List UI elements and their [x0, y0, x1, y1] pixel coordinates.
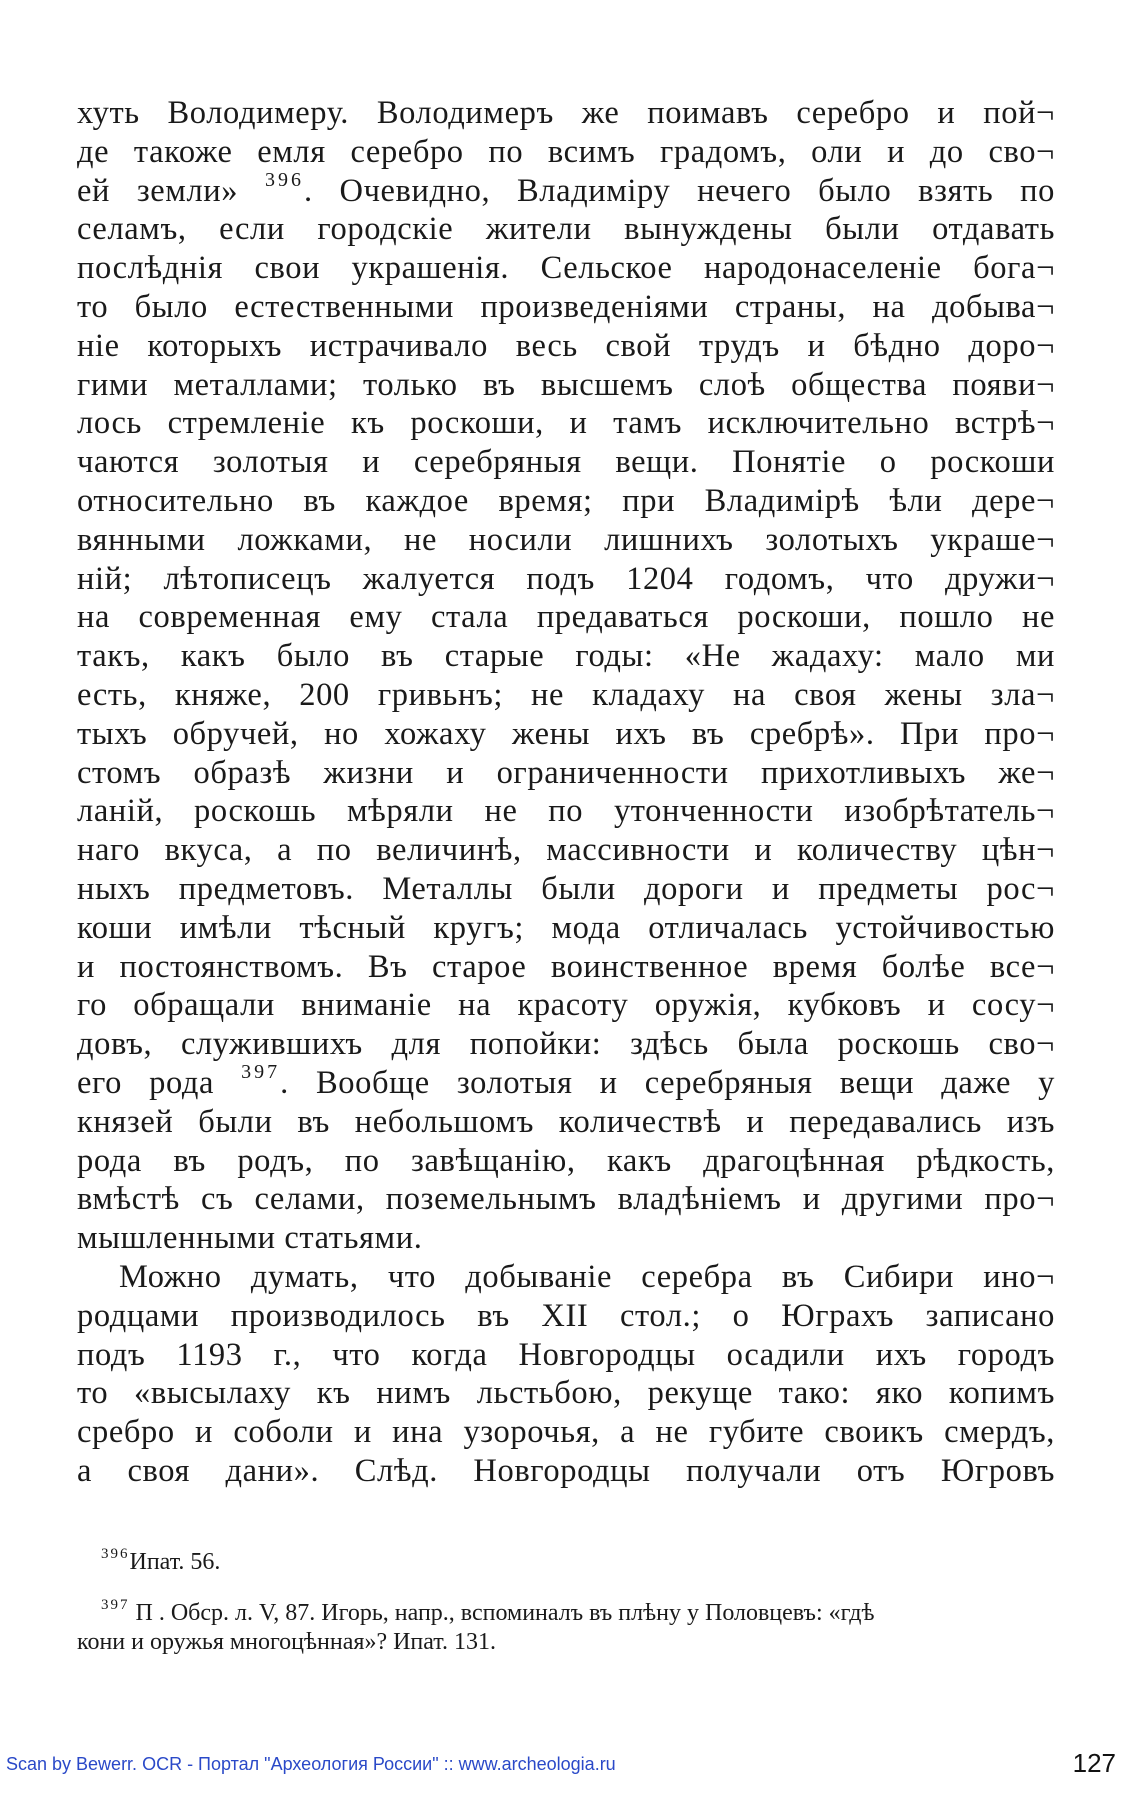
text-line: вянными ложками, не носили лишнихъ золотыхъ украше¬ [77, 521, 1055, 558]
text-line: стомъ образѣ жизни и ограниченности прихотливыхъ же¬ [77, 754, 1055, 791]
text-line: есть, княже, 200 гривьнъ; не кладаху на своя жены зла¬ [77, 676, 1055, 713]
text-line: чаются золотыя и серебряныя вещи. Понятіе о роскоши [77, 444, 1055, 481]
page-number: 127 [1072, 1748, 1116, 1778]
footnotes [77, 1548, 1055, 1657]
text-line: то было естественными произведеніями страны, на добыва¬ [77, 288, 1055, 325]
text-line: ей земли» $^{396}$. Очевидно, Владиміру нечего было взять по [77, 172, 1055, 211]
text-line: родцами производилось въ XII стол.; о Юграхъ записано [77, 1297, 1055, 1334]
text-line: на современная ему стала предаваться роскоши, пошло не [77, 599, 1055, 636]
text-line: такъ, какъ было въ старые годы: «Не жадаху: мало ми [77, 638, 1055, 675]
page-footer [0, 1748, 1140, 1782]
text-line: наго вкуса, а по величинѣ, массивности и количеству цѣн¬ [77, 832, 1055, 869]
footnote-396: $^{396}$Ипат. 56. [101, 1546, 221, 1575]
footnote-number: 396 [101, 1546, 130, 1562]
text-line: сребро и соболи и ина узорочья, а не губите своикъ смердъ, [77, 1414, 1055, 1451]
text-line: вмѣстѣ съ селами, поземельнымъ владѣніемъ и другими про¬ [77, 1181, 1055, 1218]
text-line: князей были въ небольшомъ количествѣ и передавались изъ [77, 1103, 1055, 1140]
text-line: то «высылаху къ нимъ льстьбою, рекуще тако: яко копимъ [77, 1375, 1055, 1412]
text-line: и постоянствомъ. Въ старое воинственное время болѣе все¬ [77, 948, 1055, 985]
footnote-397: $^{397}$ П . Обср. л. V, 87. Игорь, напр., вспоминалъ въ плѣну у Половцевъ: «гдѣ [101, 1597, 875, 1626]
footnote-ref-396[interactable]: 396 [264, 171, 304, 191]
text-line: го обращали вниманіе на красоту оружія, кубковъ и сосу¬ [77, 987, 1055, 1024]
scan-credit-link[interactable]: Scan by Bewerr. OCR - Портал "Археология России" :: www.archeologia.ru [6, 1754, 616, 1774]
text-line: довъ, служившихъ для попойки: здѣсь была роскошь сво¬ [77, 1026, 1055, 1063]
footnote-397-continuation: кони и оружья многоцѣнная»? Ипат. 131. [77, 1629, 496, 1655]
text-line: ніе которыхъ истрачивало весь свой трудъ и бѣдно доро¬ [77, 327, 1055, 364]
text-line: мышленными статьями. [77, 1220, 423, 1257]
text-line: тыхъ обручей, но хожаху жены ихъ въ сребрѣ». При про¬ [77, 715, 1055, 752]
footnote-ref-397[interactable]: 397 [241, 1063, 281, 1083]
text-line: рода въ родъ, по завѣщанію, какъ драгоцѣнная рѣдкость, [77, 1142, 1055, 1179]
text-line: де такоже емля серебро по всимъ градомъ, оли и до сво¬ [77, 133, 1055, 170]
text-line: относительно въ каждое время; при Владимірѣ ѣли дере¬ [77, 482, 1055, 519]
text-line: а своя дани». Слѣд. Новгородцы получали отъ Югровъ [77, 1452, 1055, 1489]
text-line: гими металлами; только въ высшемъ слоѣ общества появи¬ [77, 366, 1055, 403]
text-line: ланій, роскошь мѣряли не по утонченности изобрѣтатель¬ [77, 793, 1055, 830]
text-line: коши имѣли тѣсный кругъ; мода отличалась устойчивостью [77, 909, 1055, 946]
text-line: лось стремленіе къ роскоши, и тамъ исключительно встрѣ¬ [77, 405, 1055, 442]
text-line: селамъ, если городскіе жители вынуждены были отдавать [77, 211, 1055, 248]
text-line: ній; лѣтописецъ жалуется подъ 1204 годомъ, что дружи¬ [77, 560, 1055, 597]
text-line: его рода $^{397}$. Вообще золотыя и серебряныя вещи даже у [77, 1064, 1055, 1103]
text-line: подъ 1193 г., что когда Новгородцы осадили ихъ городъ [77, 1336, 1055, 1373]
text-line: ныхъ предметовъ. Металлы были дороги и предметы рос¬ [77, 870, 1055, 907]
text-line: хуть Володимеру. Володимеръ же поимавъ серебро и пой¬ [77, 95, 1055, 131]
text-line: послѣднія свои украшенія. Сельское народонаселеніе бога¬ [77, 250, 1055, 287]
text-line: Можно думать, что добываніе серебра въ Сибири ино¬ [119, 1258, 1055, 1295]
footnote-number: 397 [101, 1597, 130, 1613]
body-text [77, 94, 1055, 1491]
